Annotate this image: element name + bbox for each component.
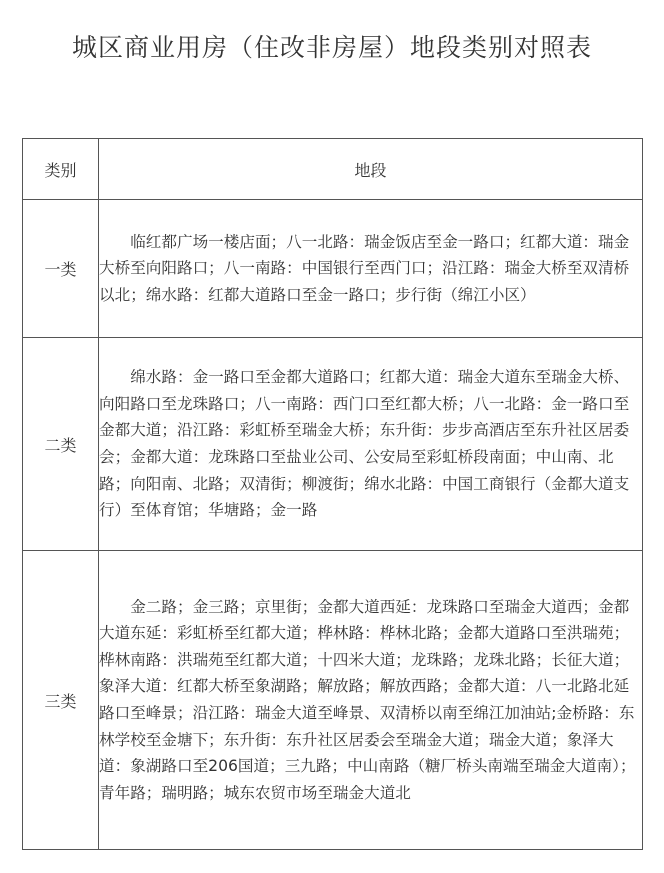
location-cell: 绵水路：金一路口至金都大道路口；红都大道：瑞金大道东至瑞金大桥、向阳路口至龙珠路口；八一南路：西门口至红都大桥；八一北路：金一路口至金都大道；沿江路：彩虹桥至瑞金大桥；东升街：步步高酒店至东升社区居委会；金都大道：龙珠路口至盐业公司、公安局至彩虹桥段南面；中山南、北路；向阳南、北路；双清街；柳渡街；绵水北路：中国工商银行（金都大道支行）至体育馆；华塘路；金一路 [99,338,643,551]
location-cell: 金二路；金三路；京里街；金都大道西延：龙珠路口至瑞金大道西；金都大道东延：彩虹桥至红都大道；桦林路：桦林北路；金都大道路口至洪瑞苑；桦林南路：洪瑞苑至红都大道；十四米大道；龙珠路；龙珠北路；长征大道；象泽大道：红都大桥至象湖路；解放路；解放西路；金都大道：八一北路北延路口至峰景；沿江路：瑞金大道至峰景、双清桥以南至绵江加油站;金桥路：东林学校至金塘下；东升街：东升社区居委会至瑞金大道；瑞金大道；象泽大道：象湖路口至206国道；三九路；中山南路（糖厂桥头南端至瑞金大道南）；青年路；瑞明路；城东农贸市场至瑞金大道北 [99,551,643,850]
page-title: 城区商业用房（住改非房屋）地段类别对照表 [71,33,592,62]
table-row [23,551,643,850]
table-row [23,200,643,338]
header-category: 类别 [23,139,99,200]
header-location: 地段 [99,139,643,200]
table-header-row [23,139,643,200]
location-cell: 临红都广场一楼店面；八一北路：瑞金饭店至金一路口；红都大道：瑞金大桥至向阳路口；八一南路：中国银行至西门口；沿江路：瑞金大桥至双清桥以北；绵水路：红都大道路口至金一路口；步行街（绵江小区） [99,200,643,338]
category-cell: 一类 [23,200,99,338]
location-category-table [22,138,643,850]
category-cell: 三类 [23,551,99,850]
table-row [23,338,643,551]
category-cell: 二类 [23,338,99,551]
